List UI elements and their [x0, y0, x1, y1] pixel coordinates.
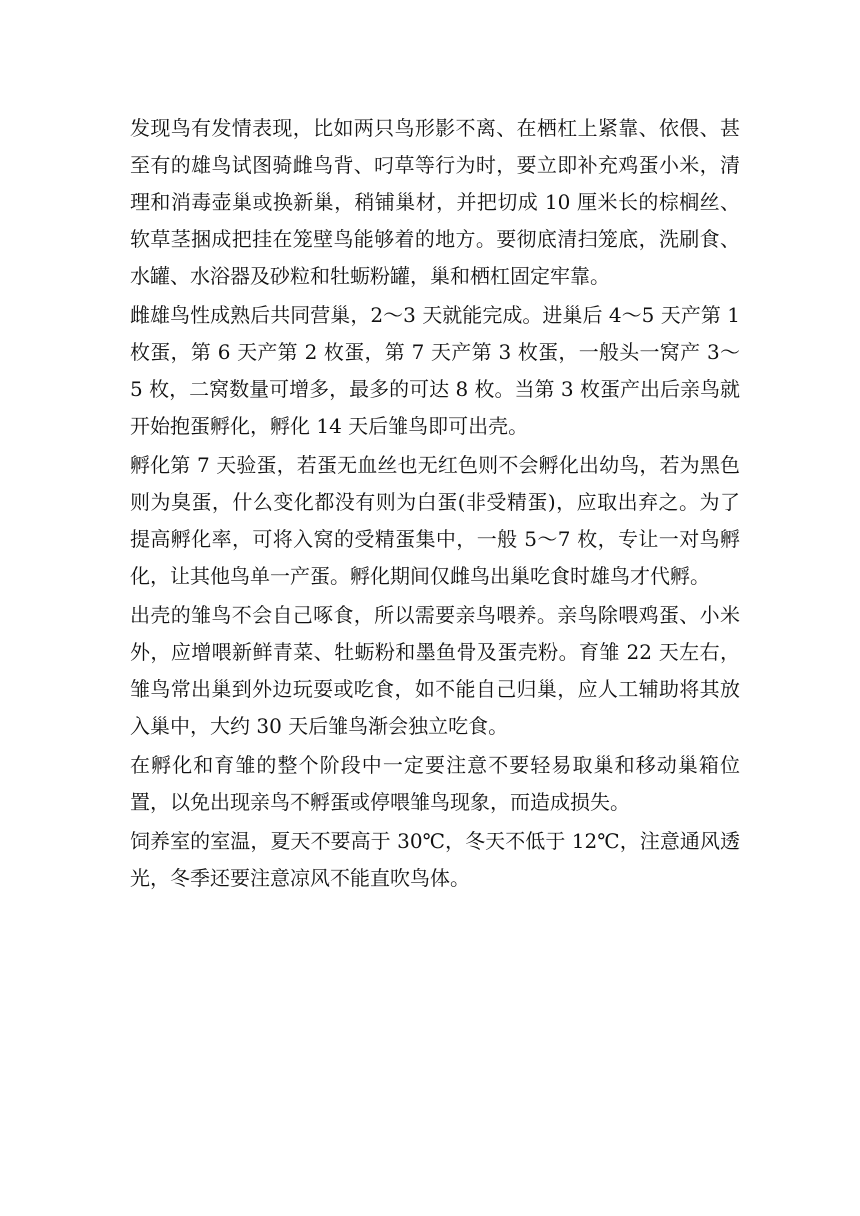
paragraph-egg-candling: 孵化第 7 天验蛋，若蛋无血丝也无红色则不会孵化出幼鸟，若为黑色则为臭蛋，什么变化都没有则为白蛋(非受精蛋)，应取出弃之。为了提高孵化率，可将入窝的受精蛋集中，一般 5～7 枚，专让一对鸟孵化，让其他鸟单一产蛋。孵化期间仅雌鸟出巢吃食时雄鸟才代孵。 [130, 453, 740, 588]
paragraph-nesting-laying: 雌雄鸟性成熟后共同营巢，2～3 天就能完成。进巢后 4～5 天产第 1 枚蛋，第 6 天产第 2 枚蛋，第 7 天产第 3 枚蛋，一般头一窝产 3～5 枚，二窝数量可增多，最多的可达 8 枚。当第 3 枚蛋产出后亲鸟就开始抱蛋孵化，孵化 14 天后雏鸟即可出壳。 [130, 303, 740, 438]
paragraph-room-temperature: 饲养室的室温，夏天不要高于 30℃，冬天不低于 12℃，注意通风透光，冬季还要注意凉风不能直吹鸟体。 [130, 829, 740, 890]
paragraph-caution: 在孵化和育雏的整个阶段中一定要注意不要轻易取巢和移动巢箱位置，以免出现亲鸟不孵蛋或停喂雏鸟现象，而造成损失。 [130, 753, 740, 814]
paragraph-chick-feeding: 出壳的雏鸟不会自己啄食，所以需要亲鸟喂养。亲鸟除喂鸡蛋、小米外，应增喂新鲜青菜、牡蛎粉和墨鱼骨及蛋壳粉。育雏 22 天左右，雏鸟常出巢到外边玩耍或吃食，如不能自己归巢，应人工辅助将其放入巢中，大约 30 天后雏鸟渐会独立吃食。 [130, 603, 740, 738]
document-body [130, 110, 740, 899]
paragraph-breeding-signs: 发现鸟有发情表现，比如两只鸟形影不离、在栖杠上紧靠、依偎、甚至有的雄鸟试图骑雌鸟背、叼草等行为时，要立即补充鸡蛋小米，清理和消毒壶巢或换新巢，稍铺巢材，并把切成 10 厘米长的棕榈丝、软草茎捆成把挂在笼壁鸟能够着的地方。要彻底清扫笼底，洗刷食、水罐、水浴器及砂粒和牡蛎粉罐，巢和栖杠固定牢靠。 [130, 116, 740, 288]
